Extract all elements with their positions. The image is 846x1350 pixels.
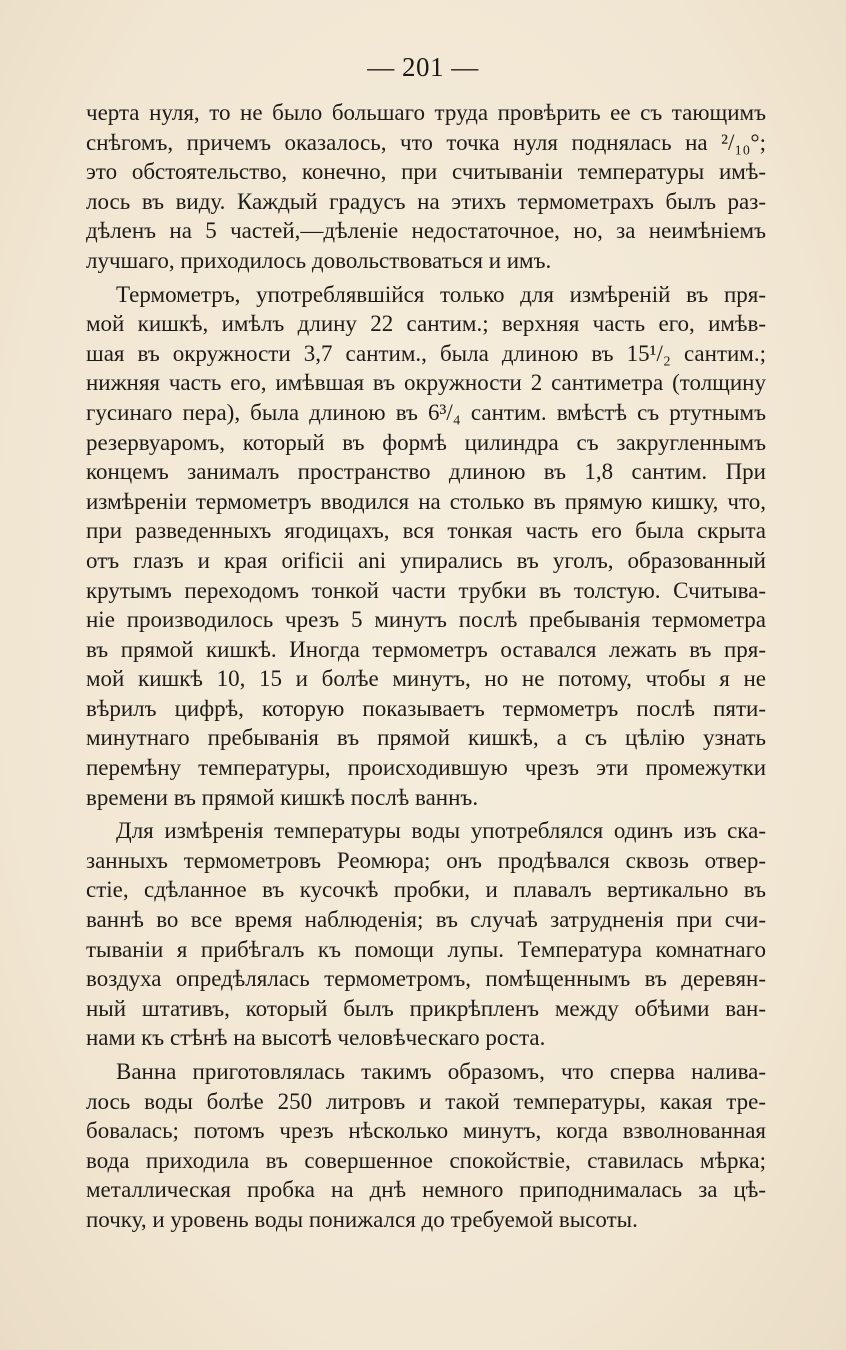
text-line: это обстоятельство, конечно, при считываніи температуры имѣ- xyxy=(86,159,766,185)
text-line: измѣреніи термометръ вводился на столько въ прямую кишку, что, xyxy=(86,488,766,514)
text-line: Для измѣренія температуры воды употреблялся одинъ изъ ска- xyxy=(116,818,766,844)
paragraph-3 xyxy=(86,816,766,1053)
text-line: времени въ прямой кишкѣ послѣ ваннъ. xyxy=(86,784,479,810)
text-line: перемѣну температуры, происходившую чрезъ эти промежутки xyxy=(86,755,766,781)
text-line: почку, и уровень воды понижался до требуемой высоты. xyxy=(86,1206,638,1232)
text-line: воздуха опредѣлялась термометромъ, помѣщеннымъ въ деревян- xyxy=(86,966,766,992)
page-number: — 201 — xyxy=(367,52,479,82)
text-line: Ванна приготовлялась такимъ образомъ, что сперва налива- xyxy=(116,1059,766,1084)
text-line: лось воды болѣе 250 литровъ и такой температуры, какая тре- xyxy=(86,1088,766,1114)
text-line: отъ глазъ и края orificii ani упирались въ уголъ, образованный xyxy=(86,547,766,573)
text-line: концемъ занималъ пространство длиною въ 1,8 сантим. При xyxy=(86,459,766,485)
text-line: мой кишкѣ, имѣлъ длину 22 сантим.; верхняя часть его, имѣв- xyxy=(86,311,766,337)
text-line: тываніи я прибѣгалъ къ помощи лупы. Температура комнатнаго xyxy=(86,936,766,962)
text-line: ваннѣ во все время наблюденія; въ случаѣ затрудненія при счи- xyxy=(86,907,766,933)
paragraph-4 xyxy=(86,1057,766,1235)
text-line: черта нуля, то не было большаго труда провѣрить ее съ тающимъ xyxy=(86,100,766,125)
text-line: при разведенныхъ ягодицахъ, вся тонкая часть его была скрыта xyxy=(86,518,766,544)
text-line: дѣленъ на 5 частей,—дѣленіе недостаточное, но, за неимѣніемъ xyxy=(86,218,766,244)
paragraph-2 xyxy=(86,280,766,813)
text-line: лучшаго, приходилось довольствоваться и имъ. xyxy=(86,247,552,273)
text-line: крутымъ переходомъ тонкой части трубки въ толстую. Считыва- xyxy=(86,577,766,603)
text-line: металлическая пробка на днѣ немного приподнималась за цѣ- xyxy=(86,1177,766,1203)
text-line: ніе производилось чрезъ 5 минутъ послѣ пребыванія термометра xyxy=(86,607,766,633)
text-line: снѣгомъ, причемъ оказалось, что точка нуля поднялась на ²/₁₀°; xyxy=(86,129,766,155)
text-line: нижняя часть его, имѣвшая въ окружности 2 сантиметра (толщину xyxy=(86,370,766,396)
text-line: стіе, сдѣланное въ кусочкѣ пробки, и плавалъ вертикально въ xyxy=(86,877,766,903)
text-line: вѣрилъ цифрѣ, которую показываетъ термометръ послѣ пяти- xyxy=(86,695,766,721)
text-line: въ прямой кишкѣ. Иногда термометръ оставался лежать въ пря- xyxy=(86,636,766,662)
text-line: мой кишкѣ 10, 15 и болѣе минутъ, но не потому, чтобы я не xyxy=(86,666,766,692)
text-line: бовалась; потомъ чрезъ нѣсколько минутъ, когда взволнованная xyxy=(86,1118,766,1144)
text-line: ный штативъ, который былъ прикрѣпленъ между обѣими ван- xyxy=(86,995,766,1021)
paragraph-1 xyxy=(86,98,766,276)
text-line: вода приходила въ совершенное спокойствіе, ставилась мѣрка; xyxy=(86,1147,766,1173)
text-line: минутнаго пребыванія въ прямой кишкѣ, а съ цѣлію узнать xyxy=(86,725,766,751)
text-line: нами къ стѣнѣ на высотѣ человѣческаго роста. xyxy=(86,1025,546,1051)
text-line: занныхъ термометровъ Реомюра; онъ продѣвался сквозь отвер- xyxy=(86,847,766,873)
text-line: шая въ окружности 3,7 сантим., была длиною въ 15¹/₂ сантим.; xyxy=(86,340,766,366)
text-line: лось въ виду. Каждый градусъ на этихъ термометрахъ былъ раз- xyxy=(86,188,766,214)
text-line: Термометръ, употреблявшійся только для измѣреній въ пря- xyxy=(116,281,766,307)
text-line: гусинаго пера), была длиною въ 6³/₄ сантим. вмѣстѣ съ ртутнымъ xyxy=(86,399,766,425)
body-text xyxy=(86,98,766,1235)
text-line: резервуаромъ, который въ формѣ цилиндра съ закругленнымъ xyxy=(86,429,766,455)
